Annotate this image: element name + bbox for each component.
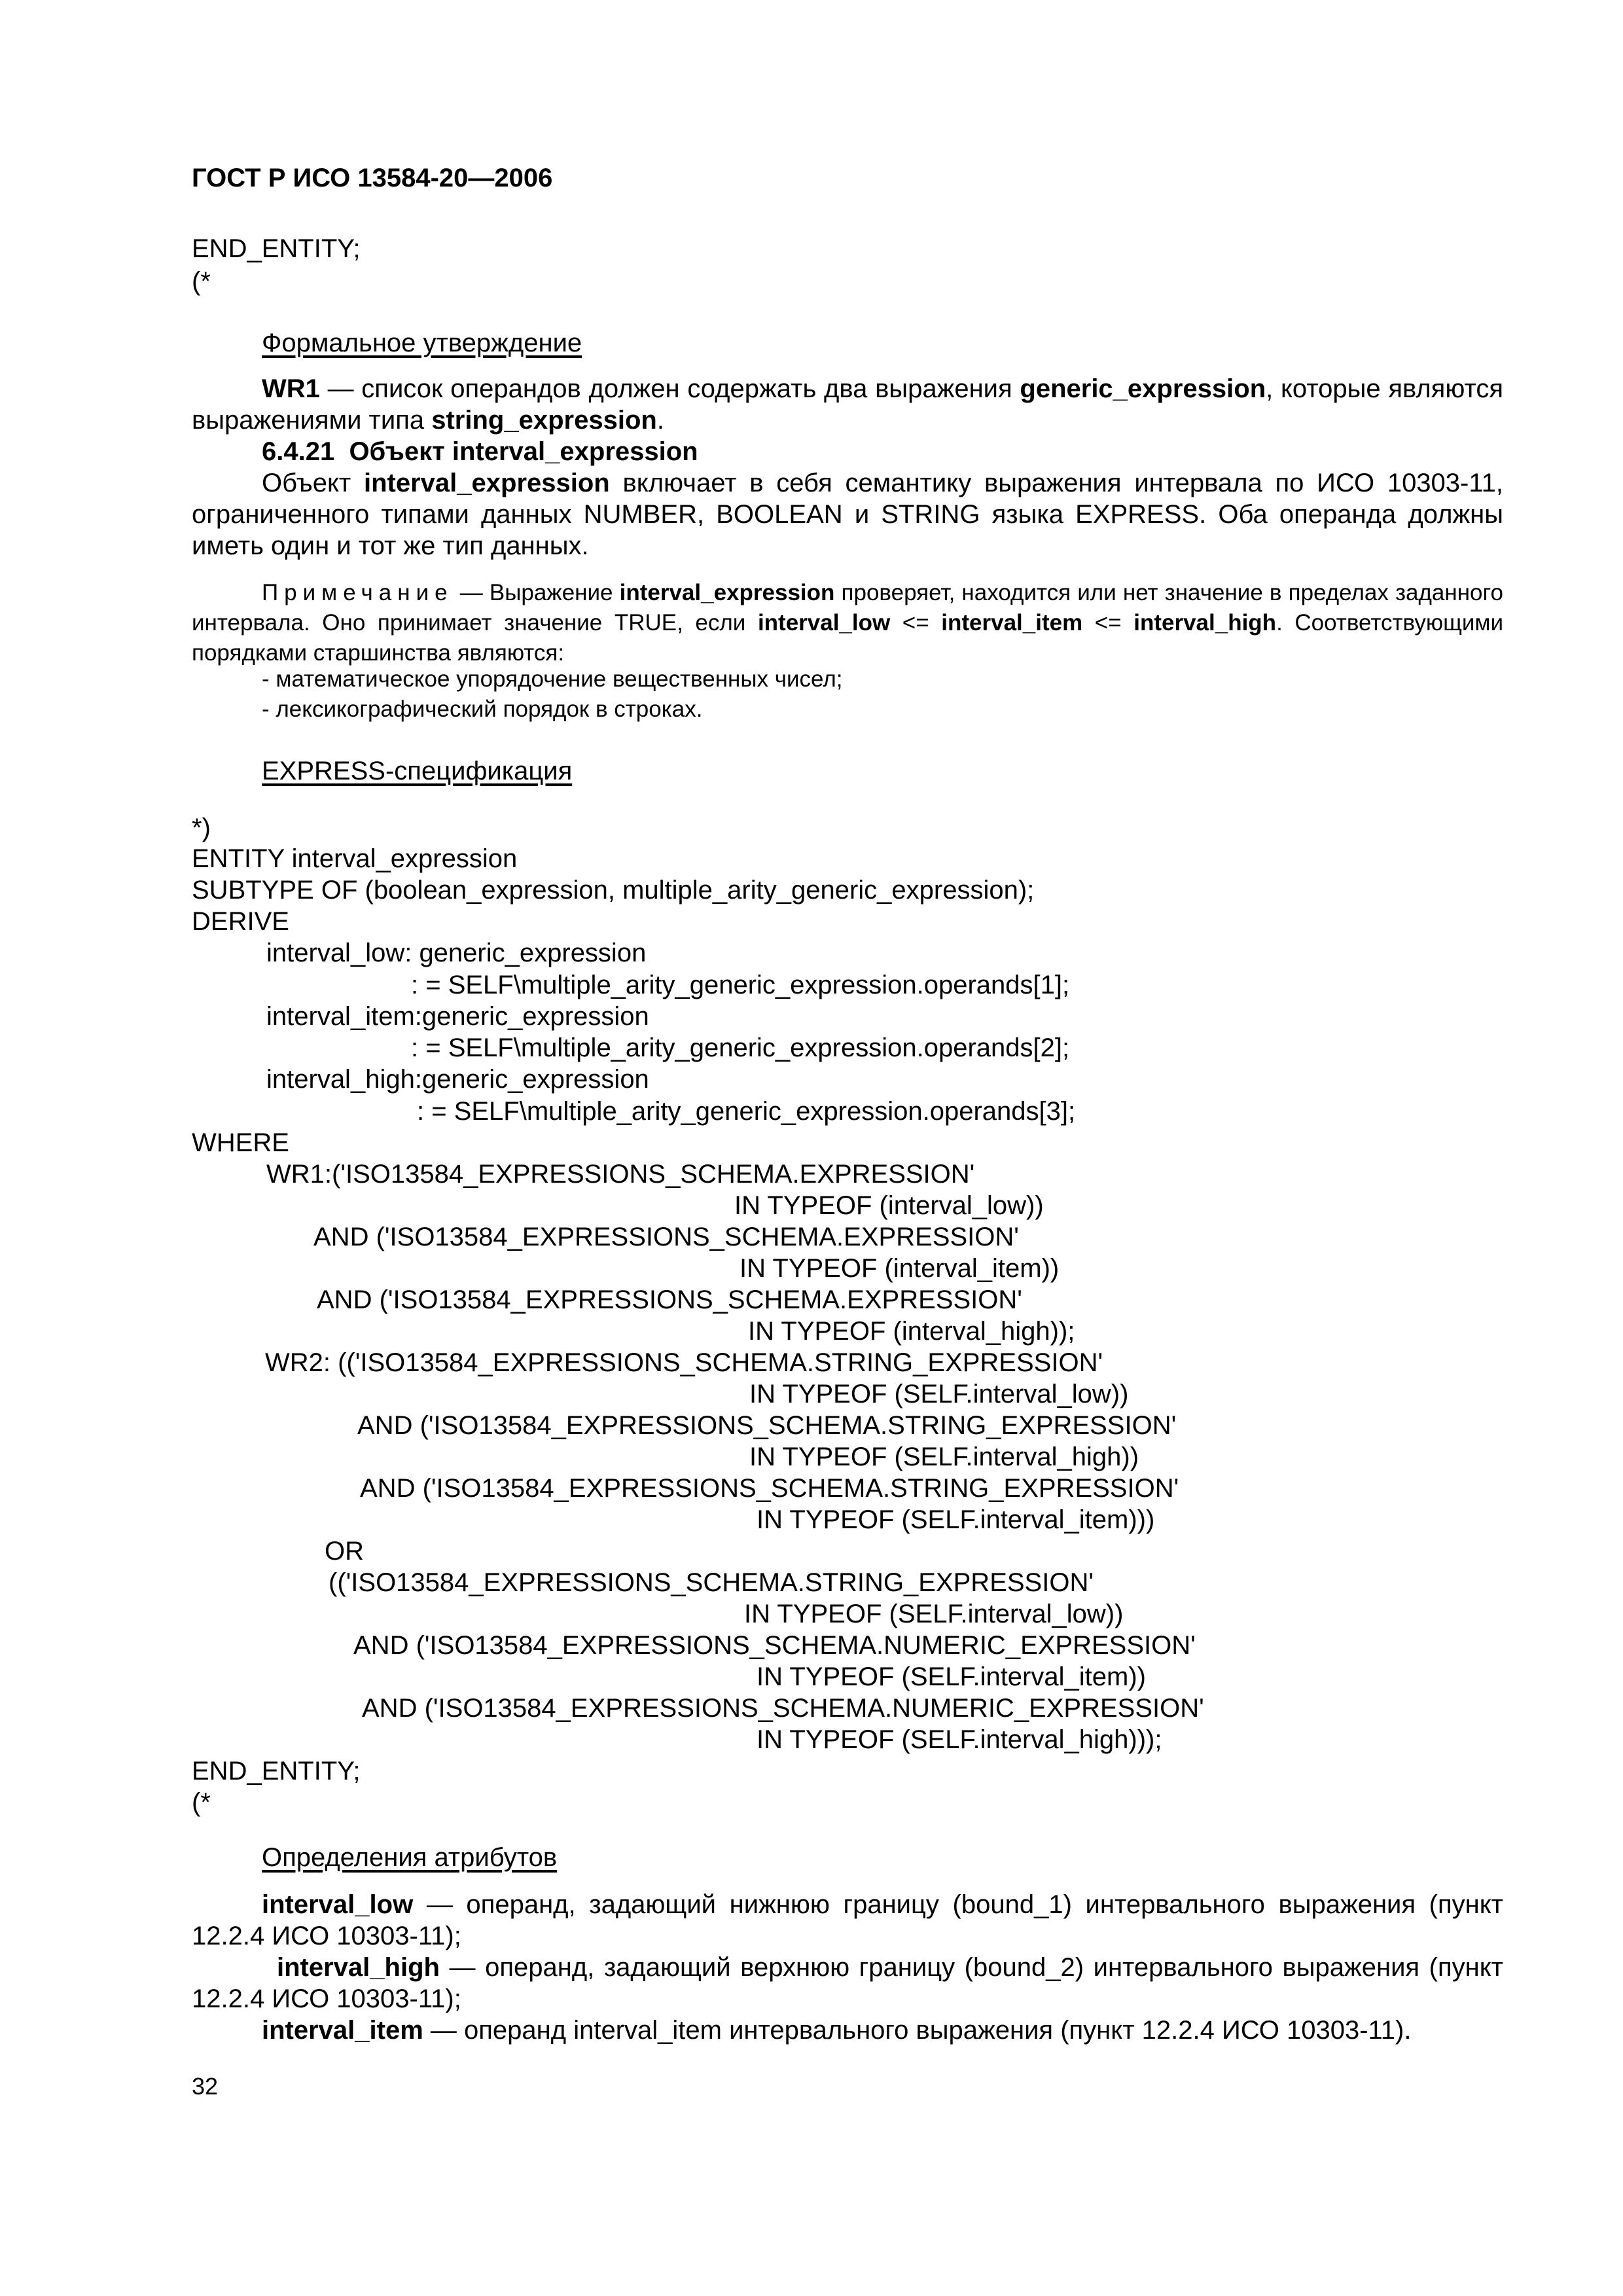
code-line: AND ('ISO13584_EXPRESSIONS_SCHEMA.EXPRESSION' — [317, 1285, 1022, 1314]
note-paragraph: Примечание — Выражение interval_expression проверяет, находится или нет значение в пределах заданного интервала. Оно принимает значение TRUE, если interval_low <= interval_item <= interval_high. Соответствующими порядками старшинства являются: — [192, 580, 1504, 666]
code-line: WR2: (('ISO13584_EXPRESSIONS_SCHEMA.STRING_EXPRESSION' — [265, 1348, 1103, 1377]
wr1-paragraph: WR1 — список операндов должен содержать два выражения generic_expression, которые являются выражениями типа string_expression. — [192, 374, 1503, 435]
note-list-item: - математическое упорядочение вещественных чисел; — [262, 666, 843, 692]
attribute-interval-low: interval_low — операнд, задающий нижнюю границу (bound_1) интервального выражения (пункт 12.2.4 ИСО 10303-11); — [192, 1890, 1503, 1950]
code-line: : = SELF\multiple_arity_generic_expression.operands[1]; — [411, 971, 1070, 999]
section-paragraph: Объект interval_expression включает в себя семантику выражения интервала по ИСО 10303-11, ограниченного типами данных NUMBER, BOOLEAN и STRING языка EXPRESS. Оба операнда должны иметь один и тот же тип данных. — [192, 469, 1504, 560]
code-line: IN TYPEOF (interval_low)) — [734, 1191, 1044, 1220]
code-line: interval_item:generic_expression — [266, 1002, 649, 1031]
document-header: ГОСТ Р ИСО 13584-20—2006 — [192, 164, 553, 192]
page-number: 32 — [192, 2073, 219, 2100]
code-line: IN TYPEOF (SELF.interval_high)) — [749, 1443, 1139, 1471]
code-line: : = SELF\multiple_arity_generic_expression.operands[3]; — [417, 1097, 1076, 1126]
code-line: IN TYPEOF (SELF.interval_low)) — [749, 1380, 1129, 1408]
code-line: IN TYPEOF (SELF.interval_high))); — [757, 1725, 1162, 1754]
code-line: IN TYPEOF (interval_item)) — [740, 1254, 1060, 1283]
section-heading: 6.4.21 Объект interval_expression — [262, 437, 698, 466]
code-line: IN TYPEOF (interval_high)); — [748, 1317, 1075, 1346]
code-line: WR1:('ISO13584_EXPRESSIONS_SCHEMA.EXPRESSION' — [266, 1160, 975, 1189]
wr1-label: WR1 — [262, 374, 320, 403]
formal-statement-heading: Формальное утверждение — [262, 329, 582, 357]
code-line: IN TYPEOF (SELF.interval_item)) — [757, 1662, 1146, 1691]
note-label: Примечание — [262, 580, 454, 605]
code-line: IN TYPEOF (SELF.interval_item))) — [757, 1505, 1155, 1534]
code-end-entity: END_ENTITY; — [192, 234, 361, 263]
attribute-definitions-heading: Определения атрибутов — [262, 1843, 558, 1872]
code-line: : = SELF\multiple_arity_generic_expression.operands[2]; — [411, 1033, 1070, 1062]
code-line: interval_low: generic_expression — [266, 939, 647, 967]
code-line: *) — [192, 814, 211, 842]
code-line: IN TYPEOF (SELF.interval_low)) — [744, 1600, 1124, 1628]
code-line: WHERE — [192, 1128, 289, 1157]
code-line: (('ISO13584_EXPRESSIONS_SCHEMA.STRING_EXPRESSION' — [329, 1568, 1094, 1597]
attribute-interval-item: interval_item — операнд interval_item интервального выражения (пункт 12.2.4 ИСО 10303-11). — [262, 2016, 1412, 2045]
code-line: AND ('ISO13584_EXPRESSIONS_SCHEMA.NUMERIC_EXPRESSION' — [362, 1694, 1204, 1723]
code-line: AND ('ISO13584_EXPRESSIONS_SCHEMA.STRING_EXPRESSION' — [360, 1474, 1179, 1503]
express-spec-heading: EXPRESS-спецификация — [262, 757, 573, 785]
note-list-item: - лексикографический порядок в строках. — [262, 696, 703, 722]
code-line: (* — [192, 1788, 211, 1817]
code-line: AND ('ISO13584_EXPRESSIONS_SCHEMA.NUMERIC_EXPRESSION' — [353, 1631, 1196, 1660]
code-line: OR — [325, 1537, 364, 1566]
code-line: SUBTYPE OF (boolean_expression, multiple_arity_generic_expression); — [192, 876, 1035, 905]
code-line: AND ('ISO13584_EXPRESSIONS_SCHEMA.EXPRESSION' — [313, 1223, 1019, 1251]
code-open-comment: (* — [192, 267, 211, 296]
code-line: END_ENTITY; — [192, 1757, 361, 1785]
code-line: AND ('ISO13584_EXPRESSIONS_SCHEMA.STRING_EXPRESSION' — [357, 1411, 1177, 1440]
code-line: DERIVE — [192, 907, 289, 936]
attribute-interval-high: interval_high — операнд, задающий верхнюю границу (bound_2) интервального выражения (пункт 12.2.4 ИСО 10303-11); — [192, 1953, 1503, 2013]
code-line: interval_high:generic_expression — [266, 1065, 649, 1094]
code-line: ENTITY interval_expression — [192, 844, 518, 873]
